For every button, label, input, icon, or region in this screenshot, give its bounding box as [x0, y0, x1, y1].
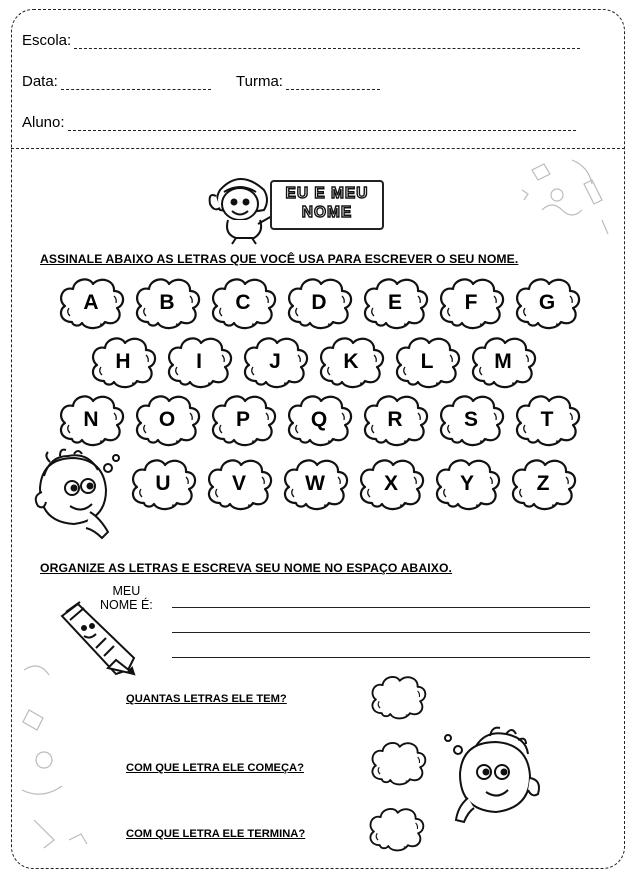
data-line[interactable]	[61, 77, 211, 90]
letter-cloud-g[interactable]	[512, 276, 582, 330]
letter-cloud-e[interactable]	[360, 276, 430, 330]
question-how-many-letters: QUANTAS LETRAS ELE TEM?	[126, 693, 287, 705]
letter-c: C	[235, 291, 251, 314]
letter-r: R	[387, 408, 403, 431]
letter-i: I	[196, 350, 202, 373]
letter-k: K	[343, 350, 359, 373]
turma-field[interactable]	[236, 73, 380, 90]
letter-cloud-c[interactable]	[208, 276, 278, 330]
letter-cloud-n[interactable]	[56, 393, 126, 447]
letter-cloud-q[interactable]	[284, 393, 354, 447]
answer-cloud-last-letter[interactable]	[366, 806, 426, 852]
letter-cloud-j[interactable]	[240, 335, 310, 389]
letter-o: O	[158, 408, 176, 431]
letter-cloud-u[interactable]	[128, 457, 198, 511]
letter-cloud-x[interactable]	[356, 457, 426, 511]
letter-cloud-t[interactable]	[512, 393, 582, 447]
letter-y: Y	[459, 472, 474, 495]
instruction-mark-letters: ASSINALE ABAIXO AS LETRAS QUE VOCÊ USA PARA ESCREVER O SEU NOME.	[40, 252, 519, 266]
letter-cloud-r[interactable]	[360, 393, 430, 447]
letter-x: X	[383, 472, 398, 495]
letter-j: J	[269, 350, 281, 373]
letter-cloud-h[interactable]	[88, 335, 158, 389]
aluno-label: Aluno:	[22, 114, 65, 131]
turma-label: Turma:	[236, 73, 283, 90]
data-field[interactable]	[22, 73, 211, 90]
name-writing-line-3[interactable]	[172, 657, 590, 658]
letter-z: Z	[536, 472, 550, 495]
escola-label: Escola:	[22, 32, 72, 49]
letter-cloud-m[interactable]	[468, 335, 538, 389]
letter-d: D	[311, 291, 327, 314]
meu-nome-label	[100, 584, 153, 612]
escola-field[interactable]	[22, 32, 580, 49]
thinking-boy-icon	[30, 448, 122, 540]
letter-e: E	[387, 291, 402, 314]
meu-label-line-1: MEU	[112, 584, 141, 598]
letter-p: P	[235, 408, 250, 431]
question-last-letter: COM QUE LETRA ELE TERMINA?	[126, 828, 306, 840]
letter-cloud-z[interactable]	[508, 457, 578, 511]
letter-cloud-w[interactable]	[280, 457, 350, 511]
letter-f: F	[464, 291, 478, 314]
aluno-line[interactable]	[68, 118, 576, 131]
question-first-letter: COM QUE LETRA ELE COMEÇA?	[126, 762, 304, 774]
data-label: Data:	[22, 73, 58, 90]
letter-cloud-p[interactable]	[208, 393, 278, 447]
letter-g: G	[538, 291, 556, 314]
aluno-field[interactable]	[22, 114, 576, 131]
letter-a: A	[83, 291, 99, 314]
name-writing-line-1[interactable]	[172, 607, 590, 608]
letter-m: M	[494, 350, 512, 373]
letter-cloud-k[interactable]	[316, 335, 386, 389]
letter-l: L	[420, 350, 434, 373]
letter-s: S	[463, 408, 478, 431]
letter-t: T	[540, 408, 554, 431]
corner-doodle-left-icon	[14, 650, 114, 865]
letter-cloud-a[interactable]	[56, 276, 126, 330]
escola-line[interactable]	[74, 36, 580, 49]
answer-cloud-first-letter[interactable]	[368, 740, 428, 786]
letter-cloud-f[interactable]	[436, 276, 506, 330]
title-sign	[270, 180, 384, 230]
letter-cloud-v[interactable]	[204, 457, 274, 511]
letter-u: U	[155, 472, 171, 495]
letter-v: V	[231, 472, 246, 495]
girl-holding-sign-icon	[206, 170, 278, 246]
letter-cloud-s[interactable]	[436, 393, 506, 447]
letter-cloud-i[interactable]	[164, 335, 234, 389]
letter-q: Q	[310, 408, 328, 431]
letter-cloud-o[interactable]	[132, 393, 202, 447]
name-writing-line-2[interactable]	[172, 632, 590, 633]
title-line-2: NOME	[301, 204, 353, 221]
letter-cloud-d[interactable]	[284, 276, 354, 330]
letter-n: N	[83, 408, 99, 431]
instruction-organize: ORGANIZE AS LETRAS E ESCREVA SEU NOME NO ESPAÇO ABAIXO.	[40, 561, 453, 575]
letter-cloud-y[interactable]	[432, 457, 502, 511]
corner-doodle-icon	[512, 150, 622, 260]
letter-b: B	[159, 291, 175, 314]
header-divider	[11, 148, 625, 149]
letter-cloud-l[interactable]	[392, 335, 462, 389]
letter-h: H	[115, 350, 131, 373]
letter-cloud-b[interactable]	[132, 276, 202, 330]
meu-label-line-2: NOME É:	[100, 598, 153, 612]
answer-cloud-how-many[interactable]	[368, 674, 428, 720]
thinking-boy-right-icon	[440, 722, 550, 826]
turma-line[interactable]	[286, 77, 380, 90]
title-line-1: EU E MEU	[285, 185, 369, 202]
letter-w: W	[305, 472, 325, 495]
